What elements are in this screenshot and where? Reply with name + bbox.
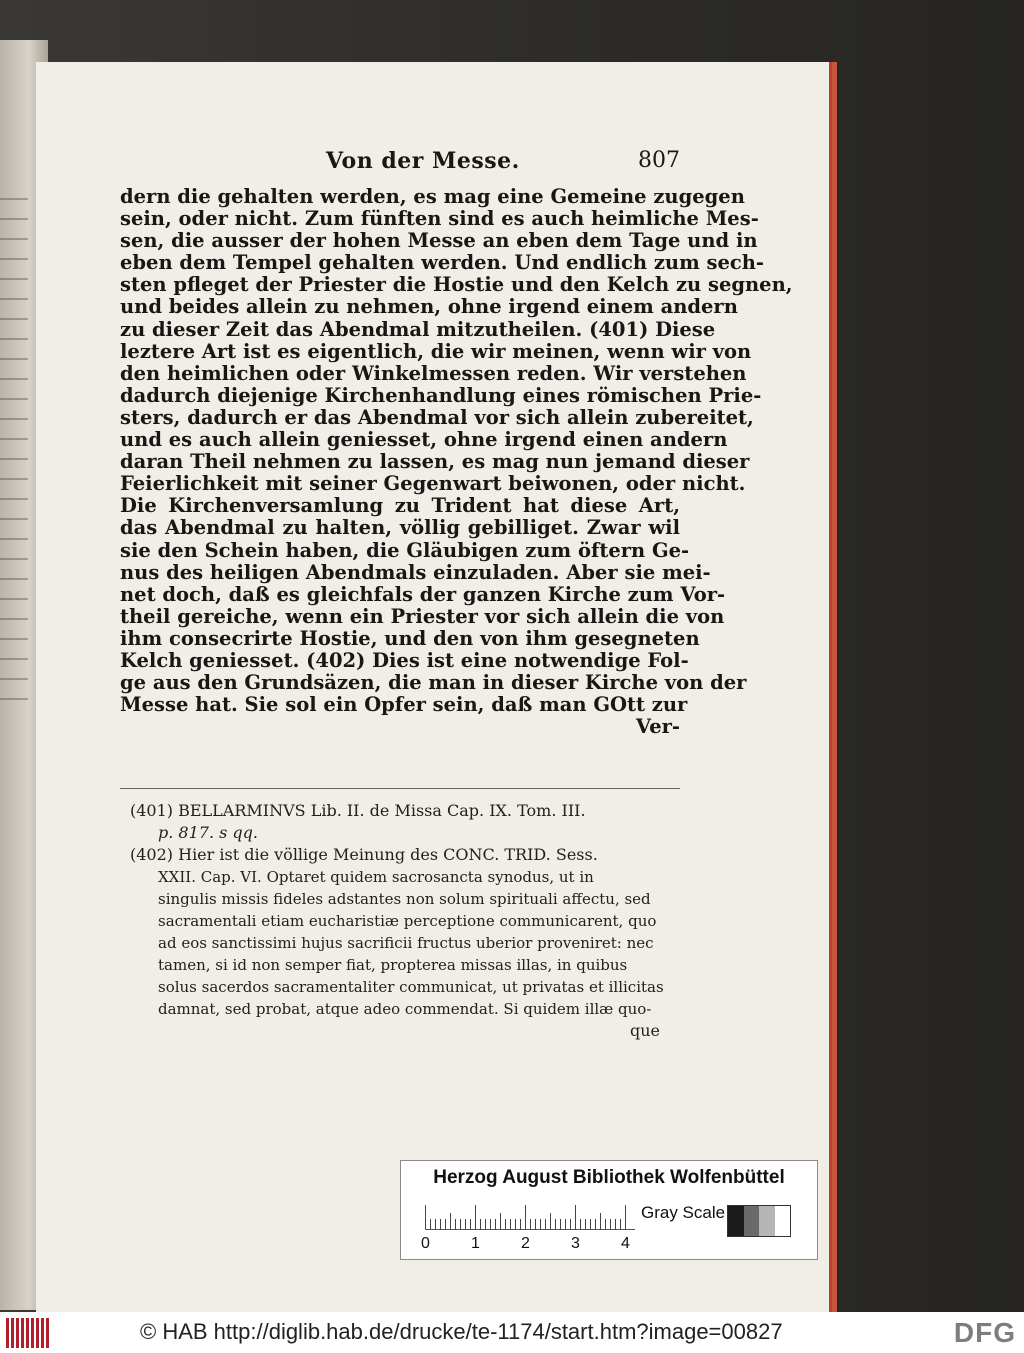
text-line: den heimlichen oder Winkelmessen reden. Wir verstehen bbox=[120, 361, 747, 385]
ruler-tick bbox=[580, 1219, 581, 1229]
copyright-link[interactable]: © HAB http://diglib.hab.de/drucke/te-1174/start.htm?image=00827 bbox=[140, 1319, 783, 1344]
text-line: leztere Art ist es eigentlich, die wir meinen, wenn wir von bbox=[120, 339, 752, 363]
footnote-line: p. 817. s qq. bbox=[158, 823, 258, 842]
catchword: Ver- bbox=[635, 715, 680, 739]
library-name: Herzog August Bibliothek Wolfenbüttel bbox=[433, 1167, 785, 1188]
page-red-edge bbox=[832, 62, 837, 1312]
text-line: sters, dadurch er das Abendmal vor sich allein zubereitet, bbox=[120, 405, 754, 429]
gray-patch bbox=[775, 1206, 791, 1236]
ruler-tick bbox=[540, 1219, 541, 1229]
ruler-tick bbox=[450, 1213, 451, 1229]
ruler-tick bbox=[485, 1219, 486, 1229]
body-text bbox=[120, 185, 793, 739]
text-line: dadurch diejenige Kirchenhandlung eines römischen Prie- bbox=[120, 383, 762, 407]
ruler-tick bbox=[475, 1205, 476, 1229]
ruler-tick bbox=[515, 1219, 516, 1229]
measure-ruler bbox=[425, 1203, 635, 1230]
ruler-tick bbox=[490, 1219, 491, 1229]
ruler-tick bbox=[620, 1219, 621, 1229]
page-header bbox=[120, 148, 680, 182]
text-line: zu dieser Zeit das Abendmal mitzutheilen. (401) Diese bbox=[120, 317, 716, 341]
ruler-tick bbox=[445, 1219, 446, 1229]
text-line: sein, oder nicht. Zum fünften sind es auch heimliche Mes- bbox=[120, 207, 759, 231]
ruler-tick bbox=[430, 1219, 431, 1229]
ruler-tick bbox=[525, 1205, 526, 1229]
ruler-tick bbox=[625, 1205, 626, 1229]
ruler-tick bbox=[615, 1219, 616, 1229]
adjacent-page-texture bbox=[0, 180, 28, 700]
page-number: 807 bbox=[638, 148, 680, 173]
footnote-line: ad eos sanctissimi hujus sacrificii fructus uberior proveniret: nec bbox=[158, 934, 654, 952]
ruler-tick bbox=[500, 1213, 501, 1229]
footnote-rule bbox=[120, 788, 680, 789]
library-scale-stamp bbox=[400, 1160, 818, 1260]
viewer-footer bbox=[0, 1312, 1024, 1353]
footnote-line: singulis missis fideles adstantes non solum spirituali affectu, sed bbox=[158, 890, 651, 908]
text-line: sen, die ausser der hohen Messe an eben dem Tage und in bbox=[120, 229, 758, 253]
ruler-tick bbox=[550, 1213, 551, 1229]
ruler-tick bbox=[510, 1219, 511, 1229]
text-line: und beides allein zu nehmen, ohne irgend einem andern bbox=[120, 295, 738, 319]
ruler-tick bbox=[595, 1219, 596, 1229]
ruler-tick bbox=[465, 1219, 466, 1229]
ruler-tick bbox=[560, 1219, 561, 1229]
text-line: Feierlichkeit mit seiner Gegenwart beiwonen, oder nicht. bbox=[120, 472, 746, 496]
running-title: Von der Messe. bbox=[326, 148, 520, 174]
footnote-catchword: que bbox=[629, 1021, 660, 1040]
text-line: nus des heiligen Abendmals einzuladen. Aber sie mei- bbox=[120, 560, 711, 584]
text-line: daran Theil nehmen zu lassen, es mag nun jemand dieser bbox=[120, 450, 750, 474]
ruler-tick bbox=[530, 1219, 531, 1229]
footnote-line: damnat, sed probat, atque adeo commendat. Si quidem illæ quo- bbox=[158, 1000, 652, 1018]
footnote-line: tamen, si id non semper fiat, propterea missas illas, in quibus bbox=[158, 956, 628, 974]
gray-patch bbox=[728, 1206, 744, 1236]
text-line: Messe hat. Sie sol ein Opfer sein, daß man GOtt zur bbox=[120, 693, 688, 717]
gray-scale-patches bbox=[727, 1205, 791, 1237]
text-line: eben dem Tempel gehalten werden. Und endlich zum sech- bbox=[120, 251, 765, 275]
gray-patch bbox=[744, 1206, 760, 1236]
ruler-tick bbox=[555, 1219, 556, 1229]
footnote-line: sacramentali etiam eucharistiæ perceptione communicarent, quo bbox=[158, 912, 657, 930]
ruler-tick bbox=[545, 1219, 546, 1229]
text-line: ihm consecrirte Hostie, und den von ihm gesegneten bbox=[120, 626, 700, 650]
ruler-tick bbox=[495, 1219, 496, 1229]
text-line: Die Kirchenversamlung zu Trident hat diese Art, bbox=[120, 494, 680, 518]
ruler-label: 4 bbox=[621, 1235, 630, 1252]
ruler-label: 0 bbox=[421, 1235, 430, 1252]
text-line: sie den Schein haben, die Gläubigen zum öftern Ge- bbox=[120, 538, 690, 562]
gray-scale-label: Gray Scale bbox=[641, 1203, 726, 1222]
ruler-tick bbox=[585, 1219, 586, 1229]
ruler-tick bbox=[460, 1219, 461, 1229]
footnote-line: (402) Hier ist die völlige Meinung des CONC. TRID. Sess. bbox=[130, 845, 598, 864]
ruler-tick bbox=[590, 1219, 591, 1229]
ruler-tick bbox=[575, 1205, 576, 1229]
dfg-logo: DFG bbox=[953, 1317, 1016, 1348]
ruler-tick bbox=[505, 1219, 506, 1229]
text-line: theil gereiche, wenn ein Priester vor sich allein die von bbox=[120, 604, 725, 628]
text-line: net doch, daß es gleichfals der ganzen Kirche zum Vor- bbox=[120, 582, 726, 606]
ruler-tick bbox=[565, 1219, 566, 1229]
ruler-tick bbox=[440, 1219, 441, 1229]
text-line: sten pfleget der Priester die Hostie und den Kelch zu segnen, bbox=[120, 273, 793, 297]
text-line: das Abendmal zu halten, völlig gebilliget. Zwar wil bbox=[120, 516, 680, 540]
footnote-line: solus sacerdos sacramentaliter communicat, ut privatas et illicitas bbox=[158, 978, 664, 996]
gray-patch bbox=[759, 1206, 775, 1236]
footnote-line: (401) BELLARMINVS Lib. II. de Missa Cap. IX. Tom. III. bbox=[130, 801, 586, 820]
text-line: ge aus den Grundsäzen, die man in dieser Kirche von der bbox=[120, 671, 747, 695]
ruler-tick bbox=[570, 1219, 571, 1229]
ruler-tick bbox=[425, 1205, 426, 1229]
ruler-label: 1 bbox=[471, 1235, 480, 1252]
ruler-tick bbox=[535, 1219, 536, 1229]
text-line: dern die gehalten werden, es mag eine Gemeine zugegen bbox=[120, 185, 745, 208]
ruler-tick bbox=[470, 1219, 471, 1229]
ruler-tick bbox=[455, 1219, 456, 1229]
ruler-tick bbox=[520, 1219, 521, 1229]
text-line: Kelch geniesset. (402) Dies ist eine notwendige Fol- bbox=[120, 648, 689, 672]
ruler-tick bbox=[435, 1219, 436, 1229]
footnotes bbox=[130, 800, 664, 1042]
footnote-line: XXII. Cap. VI. Optaret quidem sacrosancta synodus, ut in bbox=[158, 868, 594, 886]
ruler-tick bbox=[480, 1219, 481, 1229]
text-line: und es auch allein geniesset, ohne irgend einen andern bbox=[120, 428, 728, 452]
ruler-label: 3 bbox=[571, 1235, 580, 1252]
ruler-tick bbox=[610, 1219, 611, 1229]
ruler-tick bbox=[600, 1213, 601, 1229]
hab-logo-icon bbox=[6, 1318, 50, 1348]
ruler-tick bbox=[605, 1219, 606, 1229]
ruler-label: 2 bbox=[521, 1235, 530, 1252]
